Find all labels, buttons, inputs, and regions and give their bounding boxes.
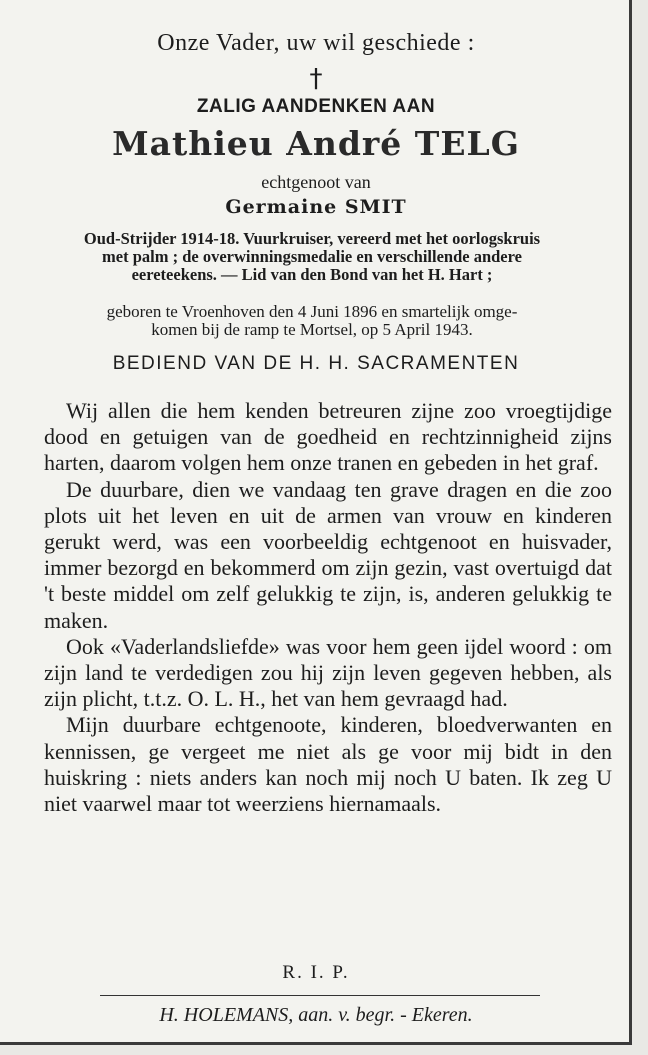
honours-line: Oud-Strijder 1914-18. Vuurkruiser, vereerd met het oorlogskruis <box>83 229 541 248</box>
spouse-name: Germaine SMIT <box>225 196 407 218</box>
cross-icon: † <box>309 64 323 94</box>
birth-line: geboren te Vroenhoven den 4 Juni 1896 en smartelijk omge- <box>106 302 518 321</box>
honours-line: eereteekens. — Lid van den Bond van het H. Hart ; <box>131 265 493 284</box>
spouse-label: echtgenoot van <box>261 172 371 192</box>
memorial-text <box>44 398 612 817</box>
honours-line: met palm ; de overwinningsmedalie en verschillende andere <box>102 247 522 266</box>
honours-block <box>12 230 612 284</box>
paragraph: Ook «Vaderlandsliefde» was voor hem geen ijdel woord : om zijn land te verdedigen zou hij zijn leven gegeven hebben, als zijn plicht, t.t.z. O. L. H., het van hem gevraagd had. <box>44 633 612 712</box>
divider <box>100 995 540 996</box>
sacraments-line: BEDIEND VAN DE H. H. SACRAMENTEN <box>112 353 520 374</box>
paragraph: Mijn duurbare echtgenoote, kinderen, bloedverwanten en kennissen, ge vergeet me niet als ge voor mij bidt in den huiskring : niets anders kan noch mij noch U baten. Ik zeg U niet vaarwel maar tot weerziens hiernamaals. <box>44 712 612 817</box>
paragraph: Wij allen die hem kenden betreuren zijne zoo vroegtijdige dood en getuigen van de goedheid en rechtzinnigheid zijns harten, daarom volgen hem onze tranen en gebeden in het graf. <box>44 398 612 476</box>
paragraph: De duurbare, dien we vandaag ten grave dragen en die zoo plots uit het leven en uit de armen van vrouw en kinderen gerukt werd, was een voorbeeldig echtgenoot en huisvader, immer bezorgd en bekommerd om zijn gezin, vast overtuigd dat 't beste middel om zelf gelukkig te zijn, is, anderen gelukkig te maken. <box>44 476 612 633</box>
deceased-name: Mathieu André TELG <box>112 124 520 163</box>
memorial-heading: ZALIG AANDENKEN AAN <box>196 96 436 117</box>
birth-line: komen bij de ramp te Mortsel, op 5 April 1943. <box>151 320 473 339</box>
rip-line: R. I. P. <box>282 962 350 983</box>
birth-death-block <box>12 303 612 339</box>
prayer-motto: Onze Vader, uw wil geschiede : <box>157 30 475 56</box>
printer-credit: H. HOLEMANS, aan. v. begr. - Ekeren. <box>159 1004 473 1026</box>
